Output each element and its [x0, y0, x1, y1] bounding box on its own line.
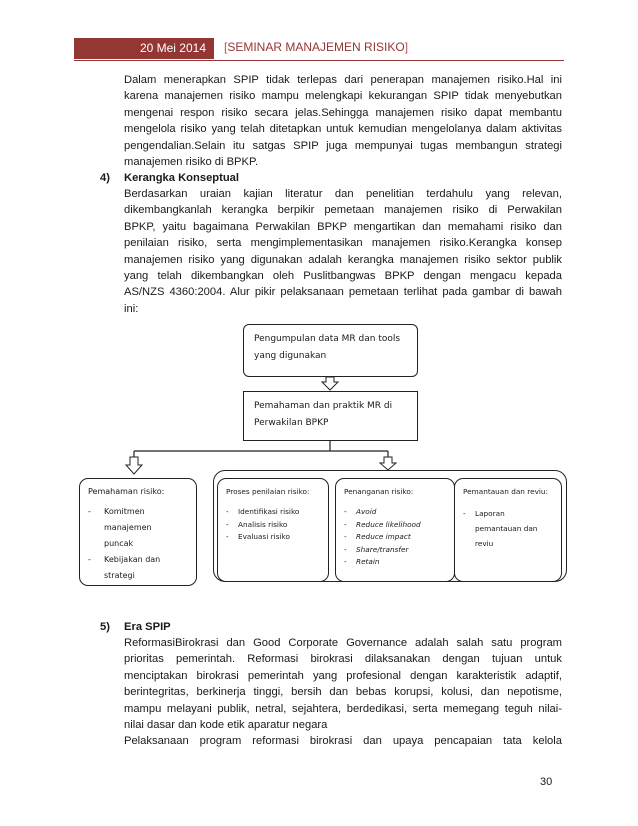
- section-4-title: Kerangka Konseptual: [124, 172, 240, 184]
- text-line: BPKP, yaitu bagaimana Perwakilan BPKP mengartikan dan memahami risiko dan: [124, 220, 562, 233]
- arrow-down-icon: [126, 457, 142, 474]
- list-item: [344, 506, 446, 519]
- text-line: prioritas pemerintah. Reformasi birokrasi dilaksanakan dengan tujuan untuk: [124, 653, 562, 666]
- section-5-title: Era SPIP: [124, 621, 171, 633]
- box-penanganan-risiko: [335, 478, 455, 582]
- list-dash: -: [226, 519, 229, 529]
- box-pemantauan-reviu: [454, 478, 562, 582]
- list-dash: -: [463, 509, 466, 518]
- list-item: [88, 504, 188, 520]
- list-item-text: Laporan: [475, 509, 505, 518]
- list-item: [344, 556, 446, 569]
- list-item: [344, 519, 446, 532]
- section-5-heading: [100, 619, 171, 635]
- list-dash: -: [88, 555, 91, 564]
- header-bracket-close: ]: [404, 40, 409, 54]
- text-line: karena manajemen risiko mampu melengkapi kekurangan SPIP tidak menyebutkan: [124, 90, 562, 103]
- header-title-text: SEMINAR MANAJEMEN RISIKO: [227, 40, 405, 54]
- text-line: AS/NZS 4360:2004. Alur pikir pelaksanaan pemetaan terlihat pada gambar di bawah: [124, 286, 562, 299]
- arrow-down-icon: [322, 377, 338, 390]
- box-list: [344, 506, 446, 569]
- list-item-text: Evaluasi risiko: [238, 532, 290, 541]
- list-item-text: manajemen: [104, 523, 152, 532]
- list-item-text: pemantauan dan: [475, 524, 538, 533]
- text-line: ReformasiBirokrasi dan Good Corporate Governance adalah salah satu program: [124, 637, 562, 649]
- text-line: mampu melayani publik, netral, sejahtera, berdedikasi, serta memegang teguh nilai-: [124, 702, 562, 715]
- header-bracket-open: [: [224, 40, 228, 54]
- list-item: [463, 536, 553, 551]
- text-line: menciptakan birokrasi pemerintah yang profesional dengan karakteristik adaptif,: [124, 669, 562, 682]
- list-item-text: Reduce impact: [356, 532, 411, 541]
- box-pengumpulan-data: [243, 324, 418, 377]
- connector-lines: [134, 441, 388, 457]
- text-line: manajemen risiko di BPKP.: [124, 156, 259, 169]
- text-line: pengendalian.Selain itu satgas SPIP juga mempunyai tugas membangun strategi: [124, 139, 562, 152]
- box-list: [463, 506, 553, 551]
- text-line: Berdasarkan uraian kajian literatur dan penelitian terdahulu yang relevan,: [124, 188, 562, 200]
- page-number: 30: [540, 776, 553, 788]
- box-text-line: Perwakilan BPKP: [254, 418, 329, 428]
- text-line: Dalam menerapkan SPIP tidak terlepas dari penerapan manajemen risiko.Hal ini: [124, 74, 562, 86]
- list-dash: -: [344, 544, 347, 554]
- list-dash: -: [344, 507, 347, 516]
- list-item-text: Komitmen: [104, 507, 145, 516]
- list-item-text: Analisis risiko: [238, 519, 288, 529]
- box-text-line: yang digunakan: [254, 351, 327, 361]
- list-item-text: Retain: [356, 557, 380, 566]
- list-item-text: reviu: [475, 539, 494, 548]
- list-item-text: Identifikasi risiko: [238, 507, 300, 516]
- box-proses-penilaian: [217, 478, 329, 582]
- text-line: yang telah dikembangkan oleh Puslitbangwas BPKP dengan mengacu kepada: [124, 270, 562, 283]
- list-item-text: strategi: [104, 571, 135, 580]
- list-item-text: Kebijakan dan: [104, 555, 161, 564]
- section-4-number: 4): [100, 172, 110, 184]
- text-line: manajemen risiko yang digunakan adalah kerangka manajemen risiko sektor publik: [124, 253, 562, 266]
- section-5-paragraph: [124, 635, 562, 750]
- text-line: mengelola risiko yang telah ditetapkan untuk kemudian mengelolanya dalam aktivitas: [124, 123, 562, 136]
- header-date: 20 Mei 2014: [74, 38, 214, 59]
- box-text-line: Pengumpulan data MR dan tools: [254, 334, 401, 344]
- list-dash: -: [226, 507, 229, 516]
- list-item: [88, 568, 188, 584]
- box-title: Penanganan risiko:: [344, 487, 414, 496]
- box-title: Pemahaman risiko:: [88, 487, 165, 496]
- list-item: [88, 520, 188, 536]
- list-item: [463, 521, 553, 536]
- text-line: penilaian risiko, serta mengimplementasikan manajemen risiko.Kerangka konsep: [124, 237, 562, 250]
- list-dash: -: [344, 557, 347, 566]
- list-item: [463, 506, 553, 521]
- section-5-number: 5): [100, 621, 110, 633]
- text-line: berintegritas, berkinerja tinggi, bersih dan bebas korupsi, kolusi, dan nepotisme,: [124, 686, 562, 699]
- box-list: [88, 504, 188, 584]
- box-list: [226, 506, 320, 544]
- list-item: [226, 506, 320, 519]
- text-line: Pelaksanaan program reformasi birokrasi dan upaya pencapaian tata kelola: [124, 735, 562, 748]
- list-item-text: Share/transfer: [356, 544, 409, 554]
- box-pemahaman-risiko: [79, 478, 197, 586]
- list-item: [88, 552, 188, 568]
- box-text-line: Pemahaman dan praktik MR di: [254, 401, 393, 411]
- list-dash: -: [226, 532, 229, 541]
- list-item: [344, 544, 446, 557]
- box-title: Proses penilaian risiko:: [226, 487, 310, 496]
- arrow-down-icon: [380, 457, 396, 470]
- list-item-text: Reduce likelihood: [356, 519, 421, 529]
- list-item: [226, 531, 320, 544]
- list-item-text: Avoid: [356, 507, 377, 516]
- list-item: [88, 536, 188, 552]
- box-title: Pemantauan dan reviu:: [463, 487, 549, 496]
- text-line: dikembangkanlah kerangka berpikir pemetaan manajemen risiko di Perwakilan: [124, 204, 562, 217]
- list-dash: -: [344, 532, 347, 541]
- list-item: [344, 531, 446, 544]
- text-line: nilai dasar dan kode etik aparatur negara: [124, 719, 328, 732]
- text-line: ini:: [124, 302, 139, 315]
- list-dash: -: [344, 519, 347, 529]
- box-pemahaman-praktik: [243, 391, 418, 441]
- list-dash: -: [88, 507, 91, 516]
- list-item-text: puncak: [104, 539, 134, 548]
- text-line: mengenai respon risiko secara jelas.Sehingga manajemen risiko dapat membantu: [124, 106, 562, 119]
- list-item: [226, 519, 320, 532]
